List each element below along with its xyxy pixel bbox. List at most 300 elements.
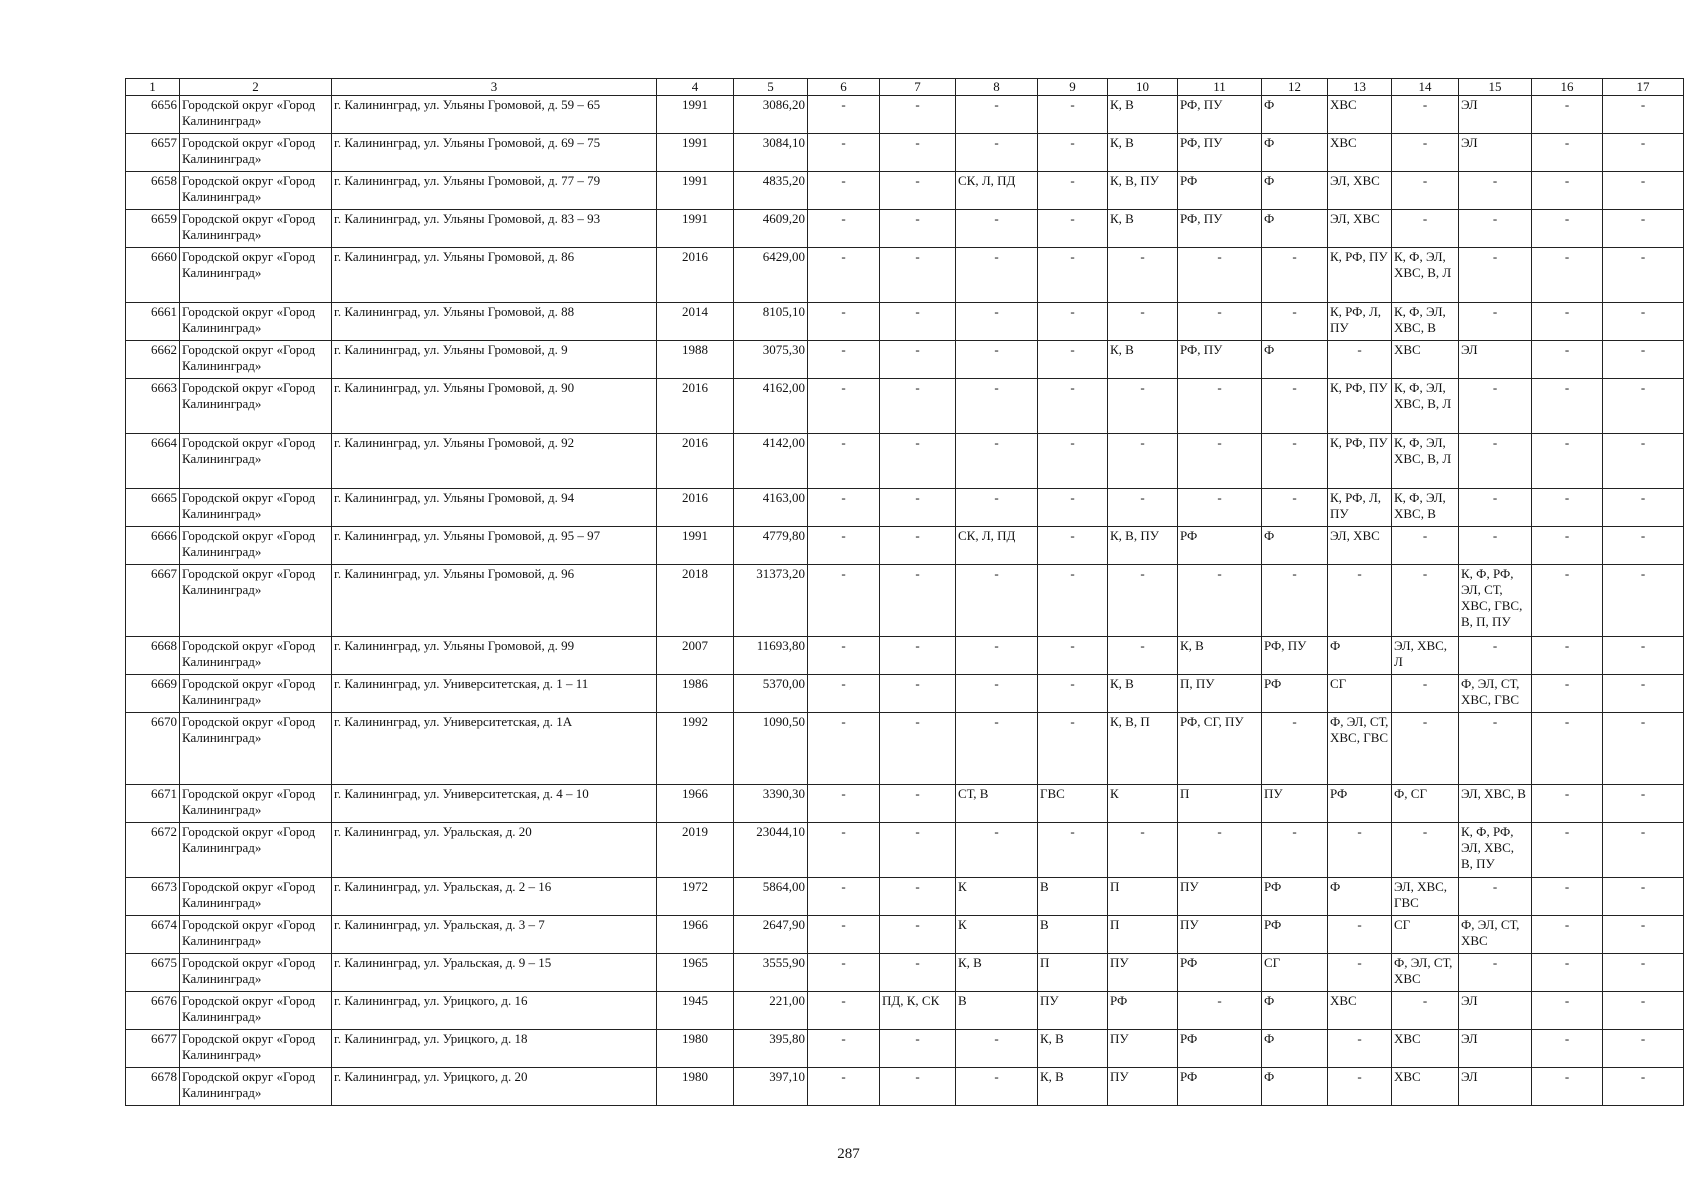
table-cell-col-12: - xyxy=(1262,248,1328,303)
table-cell-col-14: - xyxy=(1392,713,1459,785)
table-row xyxy=(126,1068,1684,1106)
table-cell-col-15: ЭЛ xyxy=(1459,134,1532,172)
column-header-1: 1 xyxy=(126,79,180,96)
table-cell-col-4: 1991 xyxy=(657,172,734,210)
table-cell-col-9: - xyxy=(1038,379,1108,434)
table-cell-col-12: Ф xyxy=(1262,527,1328,565)
table-cell-col-5: 3390,30 xyxy=(734,785,808,823)
table-cell-col-16: - xyxy=(1532,434,1603,489)
table-cell-col-2: Городской округ «Город Калининград» xyxy=(180,248,332,303)
table-cell-col-10: - xyxy=(1108,565,1178,637)
table-cell-col-7: - xyxy=(880,210,956,248)
table-cell-col-13: - xyxy=(1328,1068,1392,1106)
table-cell-col-1: 6662 xyxy=(126,341,180,379)
table-cell-col-3: г. Калининград, ул. Урицкого, д. 16 xyxy=(332,992,657,1030)
table-cell-col-6: - xyxy=(808,878,880,916)
table-row xyxy=(126,434,1684,489)
table-cell-col-16: - xyxy=(1532,1068,1603,1106)
table-cell-col-2: Городской округ «Город Калининград» xyxy=(180,916,332,954)
table-cell-col-15: - xyxy=(1459,489,1532,527)
table-cell-col-12: - xyxy=(1262,713,1328,785)
table-cell-col-13: - xyxy=(1328,1030,1392,1068)
table-cell-col-15: - xyxy=(1459,434,1532,489)
table-cell-col-3: г. Калининград, ул. Ульяны Громовой, д. 9 xyxy=(332,341,657,379)
table-cell-col-1: 6665 xyxy=(126,489,180,527)
table-cell-col-5: 221,00 xyxy=(734,992,808,1030)
column-header-9: 9 xyxy=(1038,79,1108,96)
table-cell-col-1: 6666 xyxy=(126,527,180,565)
table-cell-col-1: 6675 xyxy=(126,954,180,992)
table-cell-col-13: - xyxy=(1328,823,1392,878)
table-cell-col-16: - xyxy=(1532,527,1603,565)
table-cell-col-13: ХВС xyxy=(1328,134,1392,172)
table-cell-col-5: 5864,00 xyxy=(734,878,808,916)
table-cell-col-5: 4779,80 xyxy=(734,527,808,565)
table-cell-col-14: К, Ф, ЭЛ, ХВС, В, Л xyxy=(1392,248,1459,303)
table-cell-col-11: П xyxy=(1178,785,1262,823)
table-cell-col-15: ЭЛ xyxy=(1459,341,1532,379)
table-cell-col-12: - xyxy=(1262,565,1328,637)
table-cell-col-15: Ф, ЭЛ, СТ, ХВС xyxy=(1459,916,1532,954)
table-cell-col-10: ПУ xyxy=(1108,1068,1178,1106)
table-cell-col-6: - xyxy=(808,210,880,248)
column-header-6: 6 xyxy=(808,79,880,96)
table-cell-col-7: - xyxy=(880,527,956,565)
table-cell-col-2: Городской округ «Город Калининград» xyxy=(180,713,332,785)
table-cell-col-16: - xyxy=(1532,96,1603,134)
table-cell-col-10: РФ xyxy=(1108,992,1178,1030)
table-cell-col-12: Ф xyxy=(1262,172,1328,210)
table-cell-col-9: - xyxy=(1038,248,1108,303)
table-row xyxy=(126,954,1684,992)
table-cell-col-15: К, Ф, РФ, ЭЛ, СТ, ХВС, ГВС, В, П, ПУ xyxy=(1459,565,1532,637)
table-cell-col-3: г. Калининград, ул. Ульяны Громовой, д. 95 – 97 xyxy=(332,527,657,565)
table-cell-col-10: К, В xyxy=(1108,96,1178,134)
table-cell-col-10: - xyxy=(1108,303,1178,341)
table-cell-col-11: К, В xyxy=(1178,637,1262,675)
table-cell-col-7: - xyxy=(880,637,956,675)
table-cell-col-7: - xyxy=(880,303,956,341)
table-cell-col-5: 397,10 xyxy=(734,1068,808,1106)
table-cell-col-8: - xyxy=(956,675,1038,713)
table-cell-col-11: П, ПУ xyxy=(1178,675,1262,713)
table-cell-col-12: Ф xyxy=(1262,1068,1328,1106)
table-cell-col-14: ХВС xyxy=(1392,1068,1459,1106)
table-cell-col-2: Городской округ «Город Калининград» xyxy=(180,785,332,823)
table-cell-col-9: - xyxy=(1038,341,1108,379)
table-cell-col-12: Ф xyxy=(1262,210,1328,248)
table-cell-col-14: - xyxy=(1392,565,1459,637)
table-cell-col-13: СГ xyxy=(1328,675,1392,713)
column-header-14: 14 xyxy=(1392,79,1459,96)
table-cell-col-11: - xyxy=(1178,565,1262,637)
table-cell-col-1: 6667 xyxy=(126,565,180,637)
table-cell-col-17: - xyxy=(1603,96,1684,134)
table-cell-col-5: 3075,30 xyxy=(734,341,808,379)
table-cell-col-11: - xyxy=(1178,489,1262,527)
table-cell-col-17: - xyxy=(1603,954,1684,992)
table-row xyxy=(126,1030,1684,1068)
table-cell-col-12: - xyxy=(1262,434,1328,489)
table-cell-col-11: РФ xyxy=(1178,527,1262,565)
table-cell-col-2: Городской округ «Город Калининград» xyxy=(180,210,332,248)
table-cell-col-13: - xyxy=(1328,954,1392,992)
table-cell-col-1: 6660 xyxy=(126,248,180,303)
table-cell-col-6: - xyxy=(808,713,880,785)
table-cell-col-7: - xyxy=(880,379,956,434)
table-cell-col-17: - xyxy=(1603,992,1684,1030)
table-cell-col-11: РФ xyxy=(1178,172,1262,210)
table-cell-col-3: г. Калининград, ул. Ульяны Громовой, д. 90 xyxy=(332,379,657,434)
table-cell-col-4: 1945 xyxy=(657,992,734,1030)
table-cell-col-3: г. Калининград, ул. Университетская, д. 1А xyxy=(332,713,657,785)
table-cell-col-15: - xyxy=(1459,713,1532,785)
table-cell-col-7: - xyxy=(880,675,956,713)
table-cell-col-17: - xyxy=(1603,303,1684,341)
table-body xyxy=(126,96,1684,1106)
table-cell-col-15: - xyxy=(1459,954,1532,992)
table-cell-col-9: ПУ xyxy=(1038,992,1108,1030)
table-cell-col-6: - xyxy=(808,675,880,713)
table-cell-col-5: 3084,10 xyxy=(734,134,808,172)
table-cell-col-14: СГ xyxy=(1392,916,1459,954)
table-cell-col-2: Городской округ «Город Калининград» xyxy=(180,637,332,675)
table-cell-col-6: - xyxy=(808,992,880,1030)
column-header-10: 10 xyxy=(1108,79,1178,96)
table-cell-col-3: г. Калининград, ул. Ульяны Громовой, д. 59 – 65 xyxy=(332,96,657,134)
table-cell-col-8: СК, Л, ПД xyxy=(956,527,1038,565)
table-cell-col-6: - xyxy=(808,1068,880,1106)
table-cell-col-12: - xyxy=(1262,379,1328,434)
table-cell-col-10: К, В xyxy=(1108,210,1178,248)
table-cell-col-2: Городской округ «Город Калининград» xyxy=(180,823,332,878)
table-cell-col-9: - xyxy=(1038,210,1108,248)
table-row xyxy=(126,823,1684,878)
table-cell-col-17: - xyxy=(1603,637,1684,675)
table-cell-col-1: 6663 xyxy=(126,379,180,434)
table-cell-col-16: - xyxy=(1532,341,1603,379)
table-cell-col-12: РФ xyxy=(1262,916,1328,954)
table-cell-col-16: - xyxy=(1532,489,1603,527)
table-cell-col-14: Ф, ЭЛ, СТ, ХВС xyxy=(1392,954,1459,992)
table-cell-col-11: РФ xyxy=(1178,954,1262,992)
table-cell-col-4: 2014 xyxy=(657,303,734,341)
table-cell-col-11: РФ, ПУ xyxy=(1178,341,1262,379)
table-cell-col-17: - xyxy=(1603,134,1684,172)
table-cell-col-7: - xyxy=(880,134,956,172)
table-cell-col-8: - xyxy=(956,1030,1038,1068)
column-header-15: 15 xyxy=(1459,79,1532,96)
table-cell-col-6: - xyxy=(808,341,880,379)
table-cell-col-6: - xyxy=(808,1030,880,1068)
table-cell-col-14: К, Ф, ЭЛ, ХВС, В xyxy=(1392,489,1459,527)
table-cell-col-17: - xyxy=(1603,379,1684,434)
table-row xyxy=(126,675,1684,713)
table-cell-col-1: 6656 xyxy=(126,96,180,134)
table-cell-col-13: К, РФ, Л, ПУ xyxy=(1328,303,1392,341)
table-cell-col-8: - xyxy=(956,134,1038,172)
table-cell-col-16: - xyxy=(1532,675,1603,713)
table-cell-col-7: - xyxy=(880,785,956,823)
table-cell-col-13: РФ xyxy=(1328,785,1392,823)
table-cell-col-12: - xyxy=(1262,303,1328,341)
table-cell-col-13: К, РФ, Л, ПУ xyxy=(1328,489,1392,527)
table-cell-col-3: г. Калининград, ул. Уральская, д. 2 – 16 xyxy=(332,878,657,916)
table-cell-col-5: 11693,80 xyxy=(734,637,808,675)
table-cell-col-10: - xyxy=(1108,379,1178,434)
table-cell-col-2: Городской округ «Город Калининград» xyxy=(180,1030,332,1068)
table-cell-col-4: 1988 xyxy=(657,341,734,379)
table-cell-col-3: г. Калининград, ул. Урицкого, д. 18 xyxy=(332,1030,657,1068)
table-cell-col-1: 6670 xyxy=(126,713,180,785)
table-cell-col-8: - xyxy=(956,637,1038,675)
table-cell-col-13: Ф, ЭЛ, СТ, ХВС, ГВС xyxy=(1328,713,1392,785)
table-cell-col-1: 6669 xyxy=(126,675,180,713)
table-cell-col-5: 3555,90 xyxy=(734,954,808,992)
table-cell-col-5: 5370,00 xyxy=(734,675,808,713)
table-cell-col-14: - xyxy=(1392,134,1459,172)
table-cell-col-11: РФ xyxy=(1178,1068,1262,1106)
table-cell-col-17: - xyxy=(1603,248,1684,303)
table-cell-col-1: 6668 xyxy=(126,637,180,675)
table-cell-col-11: - xyxy=(1178,823,1262,878)
table-cell-col-6: - xyxy=(808,823,880,878)
table-cell-col-16: - xyxy=(1532,823,1603,878)
table-row xyxy=(126,637,1684,675)
table-cell-col-4: 1965 xyxy=(657,954,734,992)
table-cell-col-13: ХВС xyxy=(1328,992,1392,1030)
table-row xyxy=(126,303,1684,341)
table-cell-col-9: ГВС xyxy=(1038,785,1108,823)
table-cell-col-1: 6671 xyxy=(126,785,180,823)
table-cell-col-17: - xyxy=(1603,878,1684,916)
table-cell-col-12: - xyxy=(1262,823,1328,878)
table-cell-col-15: ЭЛ xyxy=(1459,992,1532,1030)
column-header-12: 12 xyxy=(1262,79,1328,96)
table-cell-col-4: 2016 xyxy=(657,434,734,489)
table-cell-col-6: - xyxy=(808,954,880,992)
table-cell-col-8: К xyxy=(956,878,1038,916)
table-cell-col-11: - xyxy=(1178,248,1262,303)
table-cell-col-12: СГ xyxy=(1262,954,1328,992)
table-cell-col-15: - xyxy=(1459,210,1532,248)
table-cell-col-10: - xyxy=(1108,637,1178,675)
table-cell-col-15: - xyxy=(1459,379,1532,434)
table-cell-col-10: К, В, ПУ xyxy=(1108,172,1178,210)
table-cell-col-4: 2007 xyxy=(657,637,734,675)
table-cell-col-16: - xyxy=(1532,379,1603,434)
table-cell-col-17: - xyxy=(1603,1030,1684,1068)
table-cell-col-14: К, Ф, ЭЛ, ХВС, В, Л xyxy=(1392,379,1459,434)
table-cell-col-8: - xyxy=(956,379,1038,434)
table-cell-col-17: - xyxy=(1603,823,1684,878)
table-cell-col-17: - xyxy=(1603,565,1684,637)
table-cell-col-14: - xyxy=(1392,992,1459,1030)
table-cell-col-9: - xyxy=(1038,303,1108,341)
table-cell-col-12: Ф xyxy=(1262,96,1328,134)
table-cell-col-9: - xyxy=(1038,434,1108,489)
table-cell-col-10: К, В, П xyxy=(1108,713,1178,785)
table-cell-col-5: 8105,10 xyxy=(734,303,808,341)
table-row xyxy=(126,713,1684,785)
table-cell-col-3: г. Калининград, ул. Университетская, д. 4 – 10 xyxy=(332,785,657,823)
table-cell-col-3: г. Калининград, ул. Ульяны Громовой, д. 88 xyxy=(332,303,657,341)
table-cell-col-8: - xyxy=(956,489,1038,527)
table-cell-col-7: - xyxy=(880,878,956,916)
table-cell-col-7: - xyxy=(880,954,956,992)
table-row xyxy=(126,210,1684,248)
table-cell-col-7: - xyxy=(880,341,956,379)
column-header-11: 11 xyxy=(1178,79,1262,96)
table-cell-col-1: 6658 xyxy=(126,172,180,210)
table-cell-col-15: ЭЛ, ХВС, В xyxy=(1459,785,1532,823)
table-cell-col-12: РФ, ПУ xyxy=(1262,637,1328,675)
table-cell-col-11: РФ, ПУ xyxy=(1178,96,1262,134)
table-cell-col-12: - xyxy=(1262,489,1328,527)
table-cell-col-5: 1090,50 xyxy=(734,713,808,785)
table-cell-col-3: г. Калининград, ул. Уральская, д. 20 xyxy=(332,823,657,878)
table-cell-col-17: - xyxy=(1603,527,1684,565)
table-cell-col-16: - xyxy=(1532,1030,1603,1068)
table-cell-col-17: - xyxy=(1603,916,1684,954)
table-cell-col-3: г. Калининград, ул. Ульяны Громовой, д. 92 xyxy=(332,434,657,489)
table-cell-col-4: 1972 xyxy=(657,878,734,916)
table-cell-col-11: - xyxy=(1178,434,1262,489)
table-cell-col-10: ПУ xyxy=(1108,954,1178,992)
table-cell-col-15: ЭЛ xyxy=(1459,1068,1532,1106)
table-cell-col-8: - xyxy=(956,823,1038,878)
table-cell-col-14: - xyxy=(1392,823,1459,878)
table-cell-col-8: К xyxy=(956,916,1038,954)
table-cell-col-13: - xyxy=(1328,916,1392,954)
table-cell-col-2: Городской округ «Город Калининград» xyxy=(180,565,332,637)
table-cell-col-16: - xyxy=(1532,954,1603,992)
table-cell-col-6: - xyxy=(808,916,880,954)
table-cell-col-11: РФ xyxy=(1178,1030,1262,1068)
table-row xyxy=(126,489,1684,527)
table-cell-col-4: 1991 xyxy=(657,527,734,565)
table-cell-col-10: К, В, ПУ xyxy=(1108,527,1178,565)
table-cell-col-5: 31373,20 xyxy=(734,565,808,637)
table-cell-col-16: - xyxy=(1532,303,1603,341)
table-row xyxy=(126,341,1684,379)
table-header xyxy=(126,79,1684,96)
table-cell-col-14: - xyxy=(1392,96,1459,134)
table-cell-col-7: - xyxy=(880,713,956,785)
table-cell-col-15: - xyxy=(1459,637,1532,675)
table-cell-col-3: г. Калининград, ул. Ульяны Громовой, д. 69 – 75 xyxy=(332,134,657,172)
table-cell-col-14: К, Ф, ЭЛ, ХВС, В xyxy=(1392,303,1459,341)
table-cell-col-11: - xyxy=(1178,303,1262,341)
table-cell-col-12: Ф xyxy=(1262,134,1328,172)
table-cell-col-8: - xyxy=(956,1068,1038,1106)
table-row xyxy=(126,785,1684,823)
table-row xyxy=(126,527,1684,565)
table-cell-col-1: 6674 xyxy=(126,916,180,954)
table-cell-col-3: г. Калининград, ул. Ульяны Громовой, д. 94 xyxy=(332,489,657,527)
table-cell-col-1: 6673 xyxy=(126,878,180,916)
table-cell-col-6: - xyxy=(808,248,880,303)
column-header-16: 16 xyxy=(1532,79,1603,96)
table-cell-col-7: - xyxy=(880,434,956,489)
table-cell-col-4: 1992 xyxy=(657,713,734,785)
table-cell-col-2: Городской округ «Город Калининград» xyxy=(180,489,332,527)
table-cell-col-3: г. Калининград, ул. Ульяны Громовой, д. 96 xyxy=(332,565,657,637)
table-cell-col-10: К, В xyxy=(1108,675,1178,713)
table-cell-col-5: 6429,00 xyxy=(734,248,808,303)
table-cell-col-6: - xyxy=(808,785,880,823)
table-cell-col-17: - xyxy=(1603,1068,1684,1106)
column-header-7: 7 xyxy=(880,79,956,96)
table-cell-col-17: - xyxy=(1603,713,1684,785)
table-cell-col-4: 1991 xyxy=(657,96,734,134)
table-row xyxy=(126,172,1684,210)
table-cell-col-3: г. Калининград, ул. Ульяны Громовой, д. 83 – 93 xyxy=(332,210,657,248)
table-cell-col-5: 4162,00 xyxy=(734,379,808,434)
table-cell-col-8: - xyxy=(956,210,1038,248)
table-cell-col-9: - xyxy=(1038,96,1108,134)
table-cell-col-5: 4609,20 xyxy=(734,210,808,248)
table-cell-col-5: 395,80 xyxy=(734,1030,808,1068)
table-cell-col-8: В xyxy=(956,992,1038,1030)
table-cell-col-15: - xyxy=(1459,527,1532,565)
table-cell-col-9: К, В xyxy=(1038,1068,1108,1106)
table-cell-col-6: - xyxy=(808,434,880,489)
table-cell-col-9: П xyxy=(1038,954,1108,992)
table-cell-col-10: К xyxy=(1108,785,1178,823)
table-cell-col-8: К, В xyxy=(956,954,1038,992)
table-cell-col-2: Городской округ «Город Калининград» xyxy=(180,527,332,565)
table-cell-col-11: - xyxy=(1178,379,1262,434)
table-cell-col-11: - xyxy=(1178,992,1262,1030)
table-cell-col-13: К, РФ, ПУ xyxy=(1328,434,1392,489)
table-cell-col-8: - xyxy=(956,96,1038,134)
table-cell-col-13: - xyxy=(1328,341,1392,379)
table-cell-col-4: 1991 xyxy=(657,210,734,248)
table-cell-col-2: Городской округ «Город Калининград» xyxy=(180,675,332,713)
table-cell-col-16: - xyxy=(1532,785,1603,823)
table-cell-col-13: ХВС xyxy=(1328,96,1392,134)
table-cell-col-2: Городской округ «Город Калининград» xyxy=(180,434,332,489)
table-cell-col-15: - xyxy=(1459,878,1532,916)
table-cell-col-14: Ф, СГ xyxy=(1392,785,1459,823)
table-cell-col-15: - xyxy=(1459,248,1532,303)
table-cell-col-16: - xyxy=(1532,713,1603,785)
table-cell-col-17: - xyxy=(1603,785,1684,823)
table-row xyxy=(126,992,1684,1030)
table-cell-col-2: Городской округ «Город Калининград» xyxy=(180,341,332,379)
table-cell-col-11: ПУ xyxy=(1178,916,1262,954)
table-cell-col-3: г. Калининград, ул. Ульяны Громовой, д. 99 xyxy=(332,637,657,675)
table-cell-col-9: - xyxy=(1038,713,1108,785)
table-cell-col-12: РФ xyxy=(1262,878,1328,916)
table-cell-col-10: - xyxy=(1108,434,1178,489)
table-cell-col-9: - xyxy=(1038,637,1108,675)
table-cell-col-7: - xyxy=(880,1068,956,1106)
table-cell-col-13: Ф xyxy=(1328,878,1392,916)
table-cell-col-16: - xyxy=(1532,210,1603,248)
table-cell-col-6: - xyxy=(808,96,880,134)
table-cell-col-10: П xyxy=(1108,916,1178,954)
page-number: 287 xyxy=(837,1146,860,1162)
table-cell-col-10: К, В xyxy=(1108,341,1178,379)
table-cell-col-11: РФ, ПУ xyxy=(1178,210,1262,248)
table-cell-col-4: 1991 xyxy=(657,134,734,172)
table-cell-col-7: - xyxy=(880,916,956,954)
column-header-13: 13 xyxy=(1328,79,1392,96)
table-cell-col-14: ЭЛ, ХВС, ГВС xyxy=(1392,878,1459,916)
table-cell-col-7: ПД, К, СК xyxy=(880,992,956,1030)
